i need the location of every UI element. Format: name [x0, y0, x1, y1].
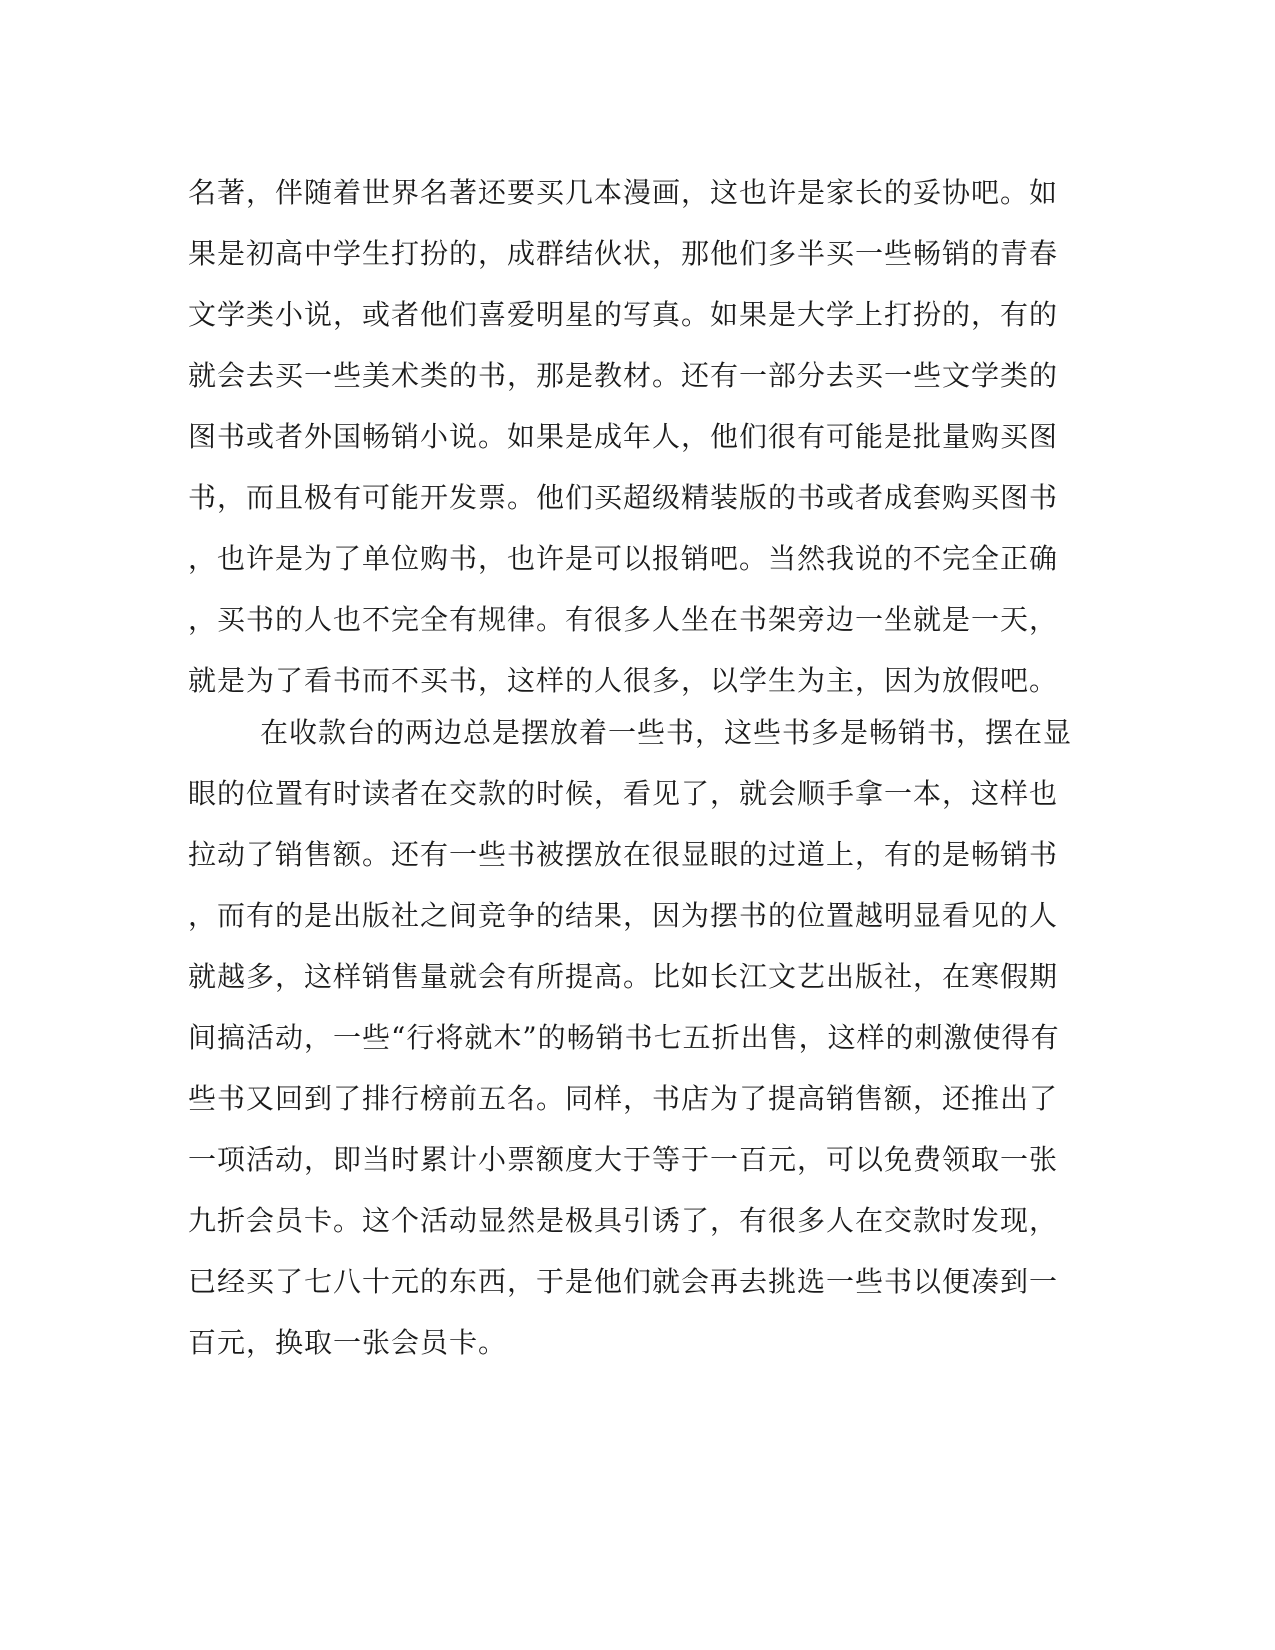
text-line: 书，而且极有可能开发票。他们买超级精装版的书或者成套购买图书: [188, 481, 1059, 514]
text-line: 一项活动，即当时累计小票额度大于等于一百元，可以免费领取一张: [188, 1143, 1059, 1176]
text-line: 就会去买一些美术类的书，那是教材。还有一部分去买一些文学类的: [188, 359, 1059, 392]
text-line-indented: 在收款台的两边总是摆放着一些书，这些书多是畅销书，摆在显: [260, 716, 1073, 749]
text-line: 果是初高中学生打扮的，成群结伙状，那他们多半买一些畅销的青春: [188, 237, 1059, 270]
text-line: 名著，伴随着世界名著还要买几本漫画，这也许是家长的妥协吧。如: [188, 176, 1059, 209]
text-line: ，而有的是出版社之间竞争的结果，因为摆书的位置越明显看见的人: [188, 899, 1059, 932]
text-line: 图书或者外国畅销小说。如果是成年人，他们很有可能是批量购买图: [188, 420, 1059, 453]
paragraph-1: [188, 162, 1068, 711]
text-line: 眼的位置有时读者在交款的时候，看见了，就会顺手拿一本，这样也: [188, 777, 1059, 810]
text-line: 就越多，这样销售量就会有所提高。比如长江文艺出版社，在寒假期: [188, 960, 1059, 993]
text-line: 些书又回到了排行榜前五名。同样，书店为了提高销售额，还推出了: [188, 1082, 1059, 1115]
text-line: ，买书的人也不完全有规律。有很多人坐在书架旁边一坐就是一天，: [188, 603, 1059, 636]
text-line: ，也许是为了单位购书，也许是可以报销吧。当然我说的不完全正确: [188, 542, 1059, 575]
text-line: 已经买了七八十元的东西，于是他们就会再去挑选一些书以便凑到一: [188, 1265, 1059, 1298]
text-line: 拉动了销售额。还有一些书被摆放在很显眼的过道上，有的是畅销书: [188, 838, 1059, 871]
paragraph-2: [188, 702, 1073, 1373]
text-line: 九折会员卡。这个活动显然是极具引诱了，有很多人在交款时发现，: [188, 1204, 1059, 1237]
text-line: 百元，换取一张会员卡。: [188, 1326, 508, 1359]
text-line: 就是为了看书而不买书，这样的人很多，以学生为主，因为放假吧。: [188, 664, 1059, 697]
text-line: 文学类小说，或者他们喜爱明星的写真。如果是大学上打扮的，有的: [188, 298, 1059, 331]
text-line: 间搞活动，一些“行将就木”的畅销书七五折出售，这样的刺激使得有: [188, 1021, 1060, 1054]
